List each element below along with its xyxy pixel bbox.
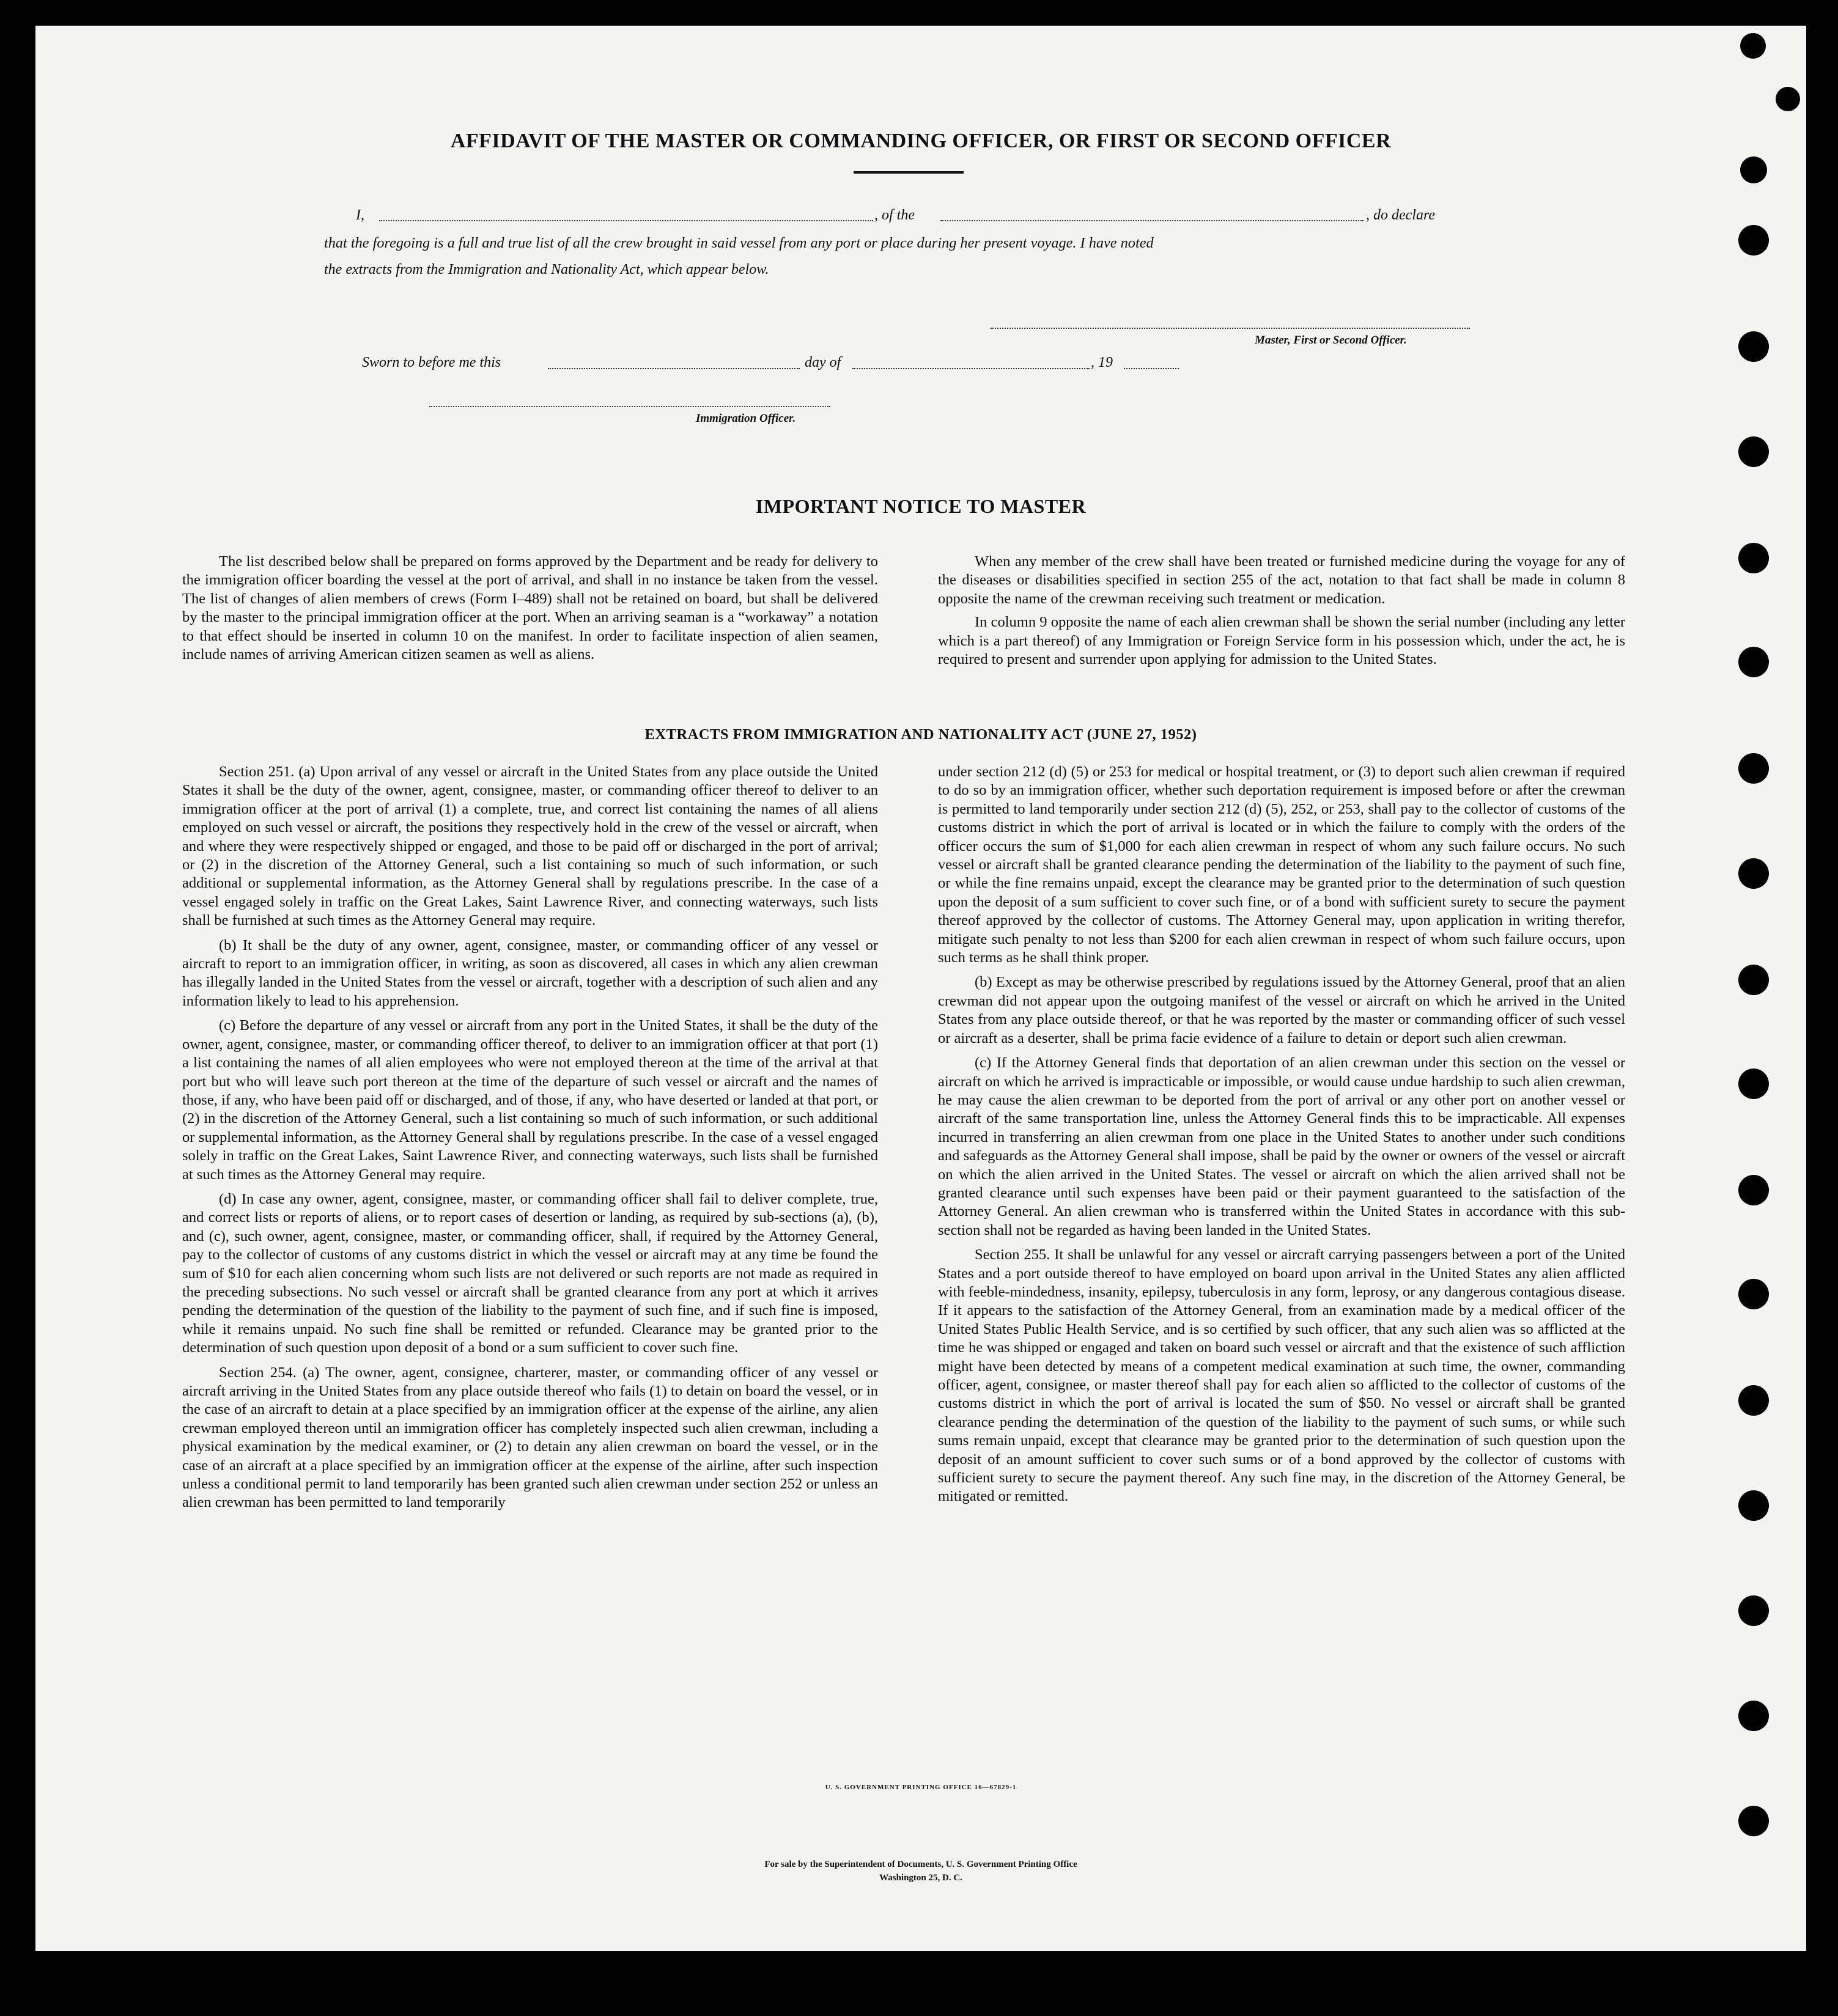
extract-left-paragraph: (c) Before the departure of any vessel or aircraft from any port in the United States, it shall be the duty of the owner, agent, consignee, master, or commanding officer thereof, to deliver to an immigration officer at that port (1) a list containing the names of all alien employees who were not employed thereon at the time of the arrival at that port but who will leave such port thereon at the time of the departure of such vessel or aircraft and the names of those, if any, who have been paid off or discharged, and of those, if any, who have deserted or landed at that port, or (2) in the discretion of the Attorney General, such a list containing so much of such information, or such additional or supplemental information, as the Attorney General shall by regulations prescribe. In the case of a vessel engaged solely in traffic on the Great Lakes, Saint Lawrence River, and connecting waterways, such lists shall be furnished at such times as the Attorney General may require. xyxy=(182,1017,878,1183)
notice-left-paragraph: The list described below shall be prepared on forms approved by the Department and be ready for delivery to the immigration officer boarding the vessel at the port of arrival, and shall in no instance be taken from the vessel. The list of changes of alien members of crews (Form I–489) shall not be retained on board, but shall be delivered by the master to the principal immigration officer at the port. When an arriving seaman is a “workaway” a notation to that effect should be inserted in column 10 on the manifest. In order to facilitate inspection of alien seamen, include names of arriving American citizen seamen as well as aliens. xyxy=(182,553,878,663)
punch-hole xyxy=(1738,965,1769,995)
extracts-title: EXTRACTS FROM IMMIGRATION AND NATIONALITY ACT (JUNE 27, 1952) xyxy=(644,726,1197,743)
printing-office-line: U. S. GOVERNMENT PRINTING OFFICE 16—67829-1 xyxy=(825,1784,1017,1791)
extract-left-paragraph: Section 254. (a) The owner, agent, consignee, charterer, master, or commanding officer of any vessel or aircraft arriving in the United States from any place outside thereof who fails (1) to detain on board the vessel, or in the case of an aircraft to detain at a place specified by an immigration officer at the expense of the airline, any alien crewman employed thereon until an immigration officer has completely inspected such alien crewman, including a physical examination by the medical examiner, or (2) to detain any alien crewman on board the vessel, or in the case of an aircraft at a place specified by an immigration officer at the expense of the airline, after such inspection unless a conditional permit to land temporarily has been granted such alien crewman under section 252 or unless an alien crewman has been permitted to land temporarily xyxy=(182,1364,878,1511)
punch-hole xyxy=(1738,753,1769,784)
extract-left-paragraph: (b) It shall be the duty of any owner, agent, consignee, master, or commanding officer of any vessel or aircraft to report to an immigration officer, in writing, as soon as discovered, all cases in which any alien crewman has illegally landed in the United States from the vessel or aircraft, together with a description of such alien and any information likely to lead to his apprehension. xyxy=(182,936,878,1009)
punch-hole xyxy=(1740,33,1766,59)
title-rule xyxy=(854,171,964,174)
extract-right-paragraph: Section 255. It shall be unlawful for any vessel or aircraft carrying passengers between a port of the United States and a port outside thereof to have employed on board upon arrival in the United States any alien afflicted with feeble-mindedness, insanity, epilepsy, tuberculosis in any form, leprosy, or any dangerous contagious disease. If it appears to the satisfaction of the Attorney General, from an examination made by a medical officer of the United States Public Health Service, and is so certified by such officer, that any such alien was so afflicted at the time he was shipped or engaged and taken on board such vessel or aircraft and that the existence of such affliction might have been detected by means of a competent medical examination at such time, the owner, commanding officer, agent, consignee, or master thereof shall pay for each alien so afflicted to the collector of customs of the customs district in which the port of arrival is located the sum of $50. No vessel or aircraft shall be granted clearance pending the determination of the question of the liability to the payment of such sums, or while such sums remain unpaid, except that clearance may be granted prior to the determination of such question upon the deposit of an amount sufficient to cover such sums or of a bond approved by the collector of customs with sufficient surety to secure the payment thereof. Any such fine may, in the discretion of the Attorney General, be mitigated or remitted. xyxy=(938,1246,1626,1505)
sworn-year-line[interactable] xyxy=(1124,368,1179,369)
punch-hole xyxy=(1738,331,1769,362)
extract-right-paragraph: (c) If the Attorney General finds that deportation of an alien crewman under this section on the vessel or aircraft on which he arrived is impracticable or impossible, or would cause undue hardship to such alien crewman, he may cause the alien crewman to be deported from the port of arrival or any other port on another vessel or aircraft of the same transportation line, unless the Attorney General finds this to be impracticable. All expenses incurred in transferring an alien crewman from one place in the United States to another under such conditions and safeguards as the Attorney General shall impose, shall be paid by the owner or owners of the vessel or aircraft on which the alien arrived in the United States. The vessel or aircraft on which the alien arrived shall not be granted clearance until such expenses have been paid or their payment guaranteed to the satisfaction of the Attorney General. An alien crewman who is transferred within the United States in accordance with this sub-section shall not be regarded as having been landed in the United States. xyxy=(938,1054,1625,1238)
punch-hole xyxy=(1738,436,1769,467)
form-page xyxy=(35,26,1806,1951)
extract-right-paragraph: under section 212 (d) (5) or 253 for medical or hospital treatment, or (3) to deport such alien crewman if required to do so by an immigration officer, whether such deportation requirement is imposed before or after the crewman is permitted to land temporarily under section 212 (d) (5), 252, or 253, shall pay to the collector of customs of the customs district in which the port of arrival is located or in which the failure to comply with the orders of the officer occurs the sum of $1,000 for each alien crewman in respect of whom any such failure occurs. No such vessel or aircraft shall be granted clearance pending the determination of the liability to the payment of such fine, or while the fine remains unpaid, except the clearance may be granted prior to the determination of such question upon the deposit of a sum sufficient to cover such fine, or of a bond with sufficient surety to secure the payment thereof approved by the collector of customs. The Attorney General may, upon application in writing therefor, mitigate such penalty to not less than $200 for each alien crewman in respect of whom such failure occurs, upon such terms as he shall think proper. xyxy=(938,763,1625,966)
punch-hole xyxy=(1776,87,1800,111)
punch-hole xyxy=(1738,1806,1769,1836)
immigration-officer-label: Immigration Officer. xyxy=(696,412,796,425)
punch-hole xyxy=(1738,1175,1769,1205)
punch-hole xyxy=(1738,1701,1769,1731)
punch-hole xyxy=(1738,1595,1769,1626)
punch-hole xyxy=(1738,543,1769,573)
punch-hole xyxy=(1738,1490,1769,1521)
punch-hole xyxy=(1738,1385,1769,1416)
notice-right-paragraph-2: In column 9 opposite the name of each alien crewman shall be shown the serial number (including any letter which is a part thereof) of any Immigration or Foreign Service form in his possession which, under the act, he is required to present and surrender upon applying for admission to the United States. xyxy=(938,614,1625,668)
sworn-month-line[interactable] xyxy=(852,368,1090,369)
extract-left-paragraph: (d) In case any owner, agent, consignee, master, or commanding officer shall fail to deliver complete, true, and correct lists or reports of aliens, or to report cases of desertion or landing, as required by sub-sections (a), (b), and (c), such owner, agent, consignee, master, or commanding officer, shall, if required by the Attorney General, pay to the collector of customs of any customs district in which the vessel or aircraft may at any time be found the sum of $10 for each alien concerning whom such lists are not delivered or such reports are not made as required in the preceding subsections. No such vessel or aircraft shall be granted clearance from any port at which it arrives pending the determination of the question of the liability to the payment of such fine, and if such fine is imposed, while it remains unpaid. No such fine shall be remitted or refunded. Clearance may be granted prior to the determination of such question upon deposit of a bond or a sum sufficient to cover such fine. xyxy=(182,1190,878,1356)
name-field-line[interactable] xyxy=(379,220,873,221)
vessel-field-line[interactable] xyxy=(940,220,1364,221)
punch-hole xyxy=(1738,858,1769,889)
master-signature-line[interactable] xyxy=(991,328,1470,329)
extracts-right-column xyxy=(938,763,1625,1512)
sworn-date-line[interactable] xyxy=(548,368,800,369)
affidavit-of-the: , of the xyxy=(874,207,915,223)
notice-right-paragraph-1: When any member of the crew shall have been treated or furnished medicine during the voyage for any of the diseases or disabilities specified in section 255 of the act, notation to that fact shall be made in column 8 opposite the name of the crewman receiving such treatment or medication. xyxy=(938,553,1625,607)
affidavit-declare: , do declare xyxy=(1366,207,1436,223)
sale-line-2: Washington 25, D. C. xyxy=(879,1873,962,1883)
affidavit-title: AFFIDAVIT OF THE MASTER OR COMMANDING OFFICER, OR FIRST OR SECOND OFFICER xyxy=(450,130,1392,152)
sworn-prefix: Sworn to before me this xyxy=(362,355,501,370)
officer-signature-line[interactable] xyxy=(429,406,830,407)
punch-hole xyxy=(1738,225,1769,256)
extract-left-paragraph: Section 251. (a) Upon arrival of any vessel or aircraft in the United States from any place outside the United States it shall be the duty of the owner, agent, consignee, master, or commanding officer thereof to deliver to an immigration officer at the port of arrival (1) a complete, true, and correct list containing the names of all aliens employed on such vessel or aircraft, the positions they respectively hold in the crew of the vessel or aircraft, when and where they were respectively shipped or engaged, and those to be paid off or discharged in the port of arrival; or (2) in the discretion of the Attorney General, such a list containing so much of such information, or such additional or supplemental information, as the Attorney General shall by regulations prescribe. In the case of a vessel engaged solely in traffic on the Great Lakes, Saint Lawrence River, and connecting waterways, such lists shall be furnished at such times as the Attorney General may require. xyxy=(182,763,878,929)
notice-title: IMPORTANT NOTICE TO MASTER xyxy=(755,495,1087,517)
punch-hole xyxy=(1738,1069,1769,1099)
extract-right-paragraph: (b) Except as may be otherwise prescribed by regulations issued by the Attorney General, proof that an alien crewman did not appear upon the outgoing manifest of the vessel or aircraft on which he arrived in the United States from any place outside thereof, or that he was reported by the master or commanding officer of such vessel or aircraft as a deserter, shall be prima facie evidence of a failure to detain or deport such alien crewman. xyxy=(938,974,1625,1047)
sale-line-1: For sale by the Superintendent of Documents, U. S. Government Printing Office xyxy=(764,1860,1077,1869)
sworn-day-of: day of xyxy=(805,355,841,370)
affidavit-line3: the extracts from the Immigration and Nationality Act, which appear below. xyxy=(324,262,769,278)
punch-hole xyxy=(1738,1279,1769,1309)
punch-hole xyxy=(1740,156,1767,183)
affidavit-line2: that the foregoing is a full and true list of all the crew brought in said vessel from any port or place during her present voyage. I have noted xyxy=(324,235,1154,251)
master-label: Master, First or Second Officer. xyxy=(1255,334,1407,347)
notice-right-column xyxy=(938,553,1625,674)
affidavit-i: I, xyxy=(356,207,364,223)
extracts-left-column xyxy=(182,763,878,1518)
sworn-year: , 19 xyxy=(1091,355,1113,370)
punch-hole xyxy=(1738,647,1769,677)
notice-left-column xyxy=(182,553,878,669)
